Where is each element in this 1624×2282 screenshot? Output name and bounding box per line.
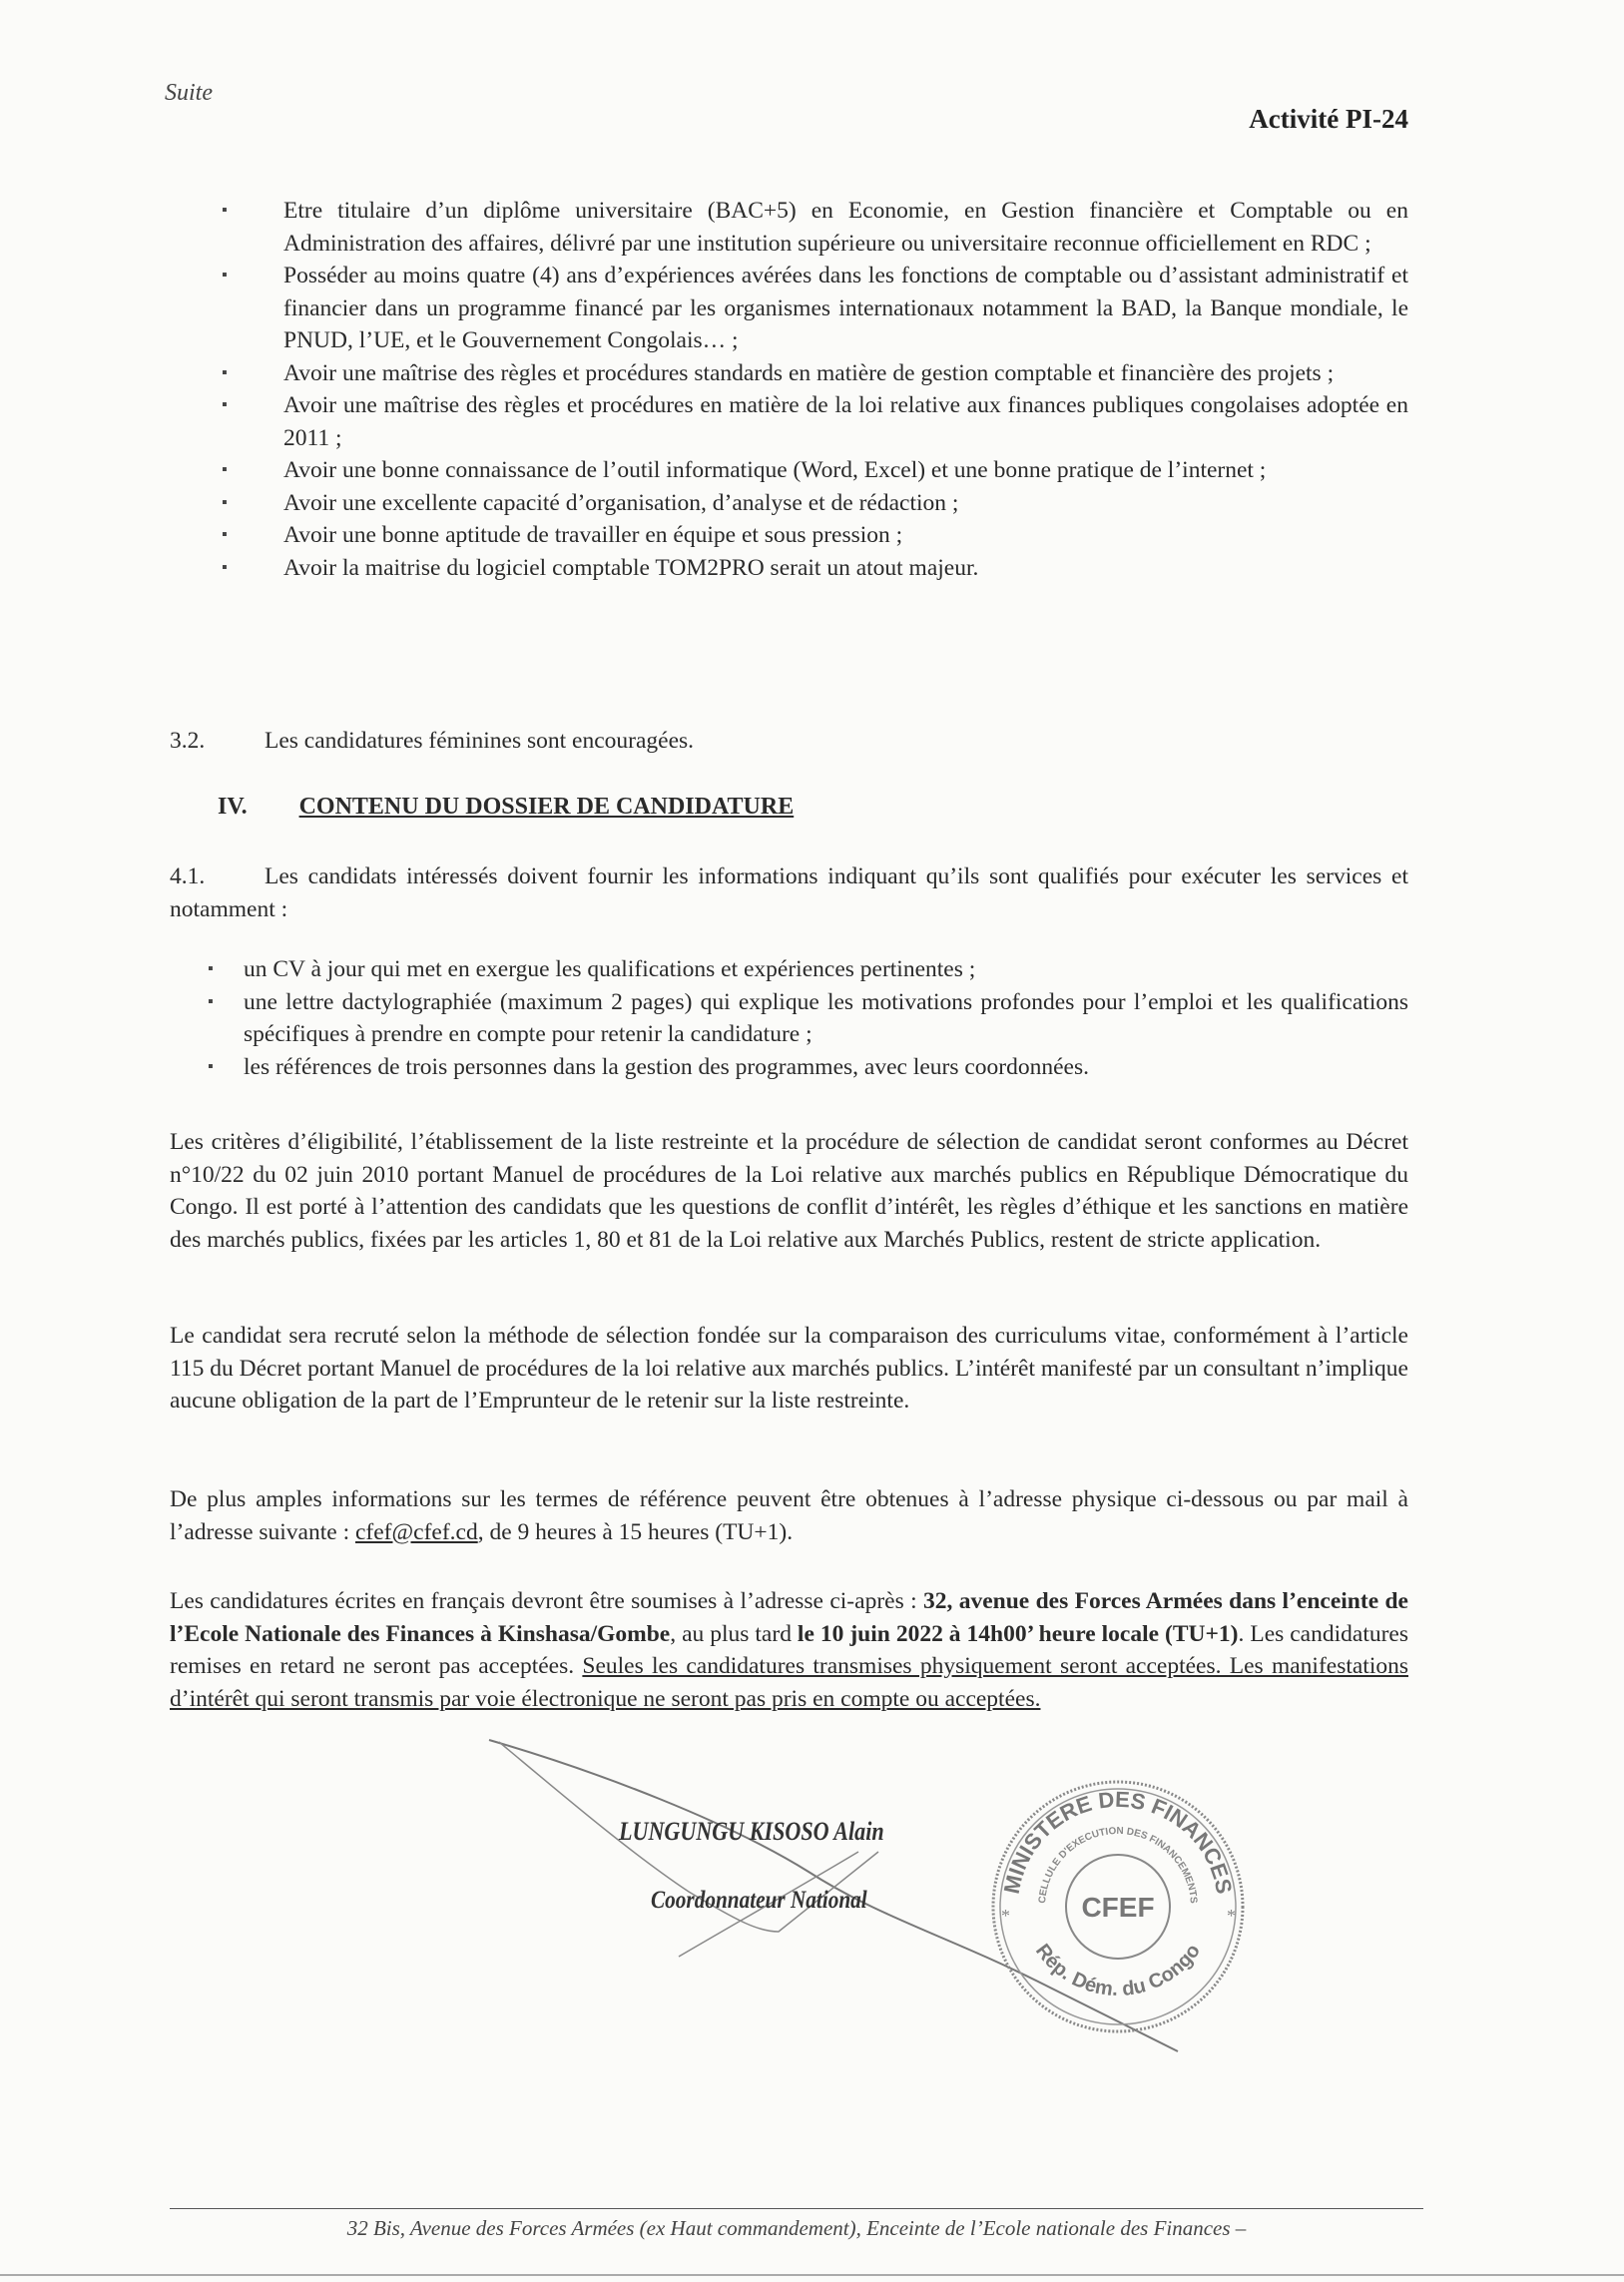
list-item: ▪ Avoir la maitrise du logiciel comptable TOM2PRO serait un atout majeur.	[283, 552, 1408, 585]
signatory-role: Coordonnateur National	[651, 1887, 867, 1914]
list-item: ▪ un CV à jour qui met en exergue les qualifications et expériences pertinentes ;	[244, 953, 1408, 986]
list-item: ▪ Posséder au moins quatre (4) ans d’expériences avérées dans les fonctions de comptable ou d’assistant administratif et financier dans un programme financé par les organismes internationaux notamment la BAD, la Banque mondiale, le PNUD, l’UE, et le Gouvernement Congolais… ;	[283, 260, 1408, 357]
svg-text:*: *	[1001, 1906, 1010, 1926]
selection-method-paragraph: Le candidat sera recruté selon la méthode de sélection fondée sur la comparaison des curriculums vitae, conformément à l’article 115 du Décret portant Manuel de procédures de la loi relative aux marchés publics. L’intérêt manifesté par un consultant n’implique aucune obligation de la part de l’Emprunteur de le retenir sur la liste restreinte.	[170, 1323, 1408, 1414]
list-item: ▪ les références de trois personnes dans la gestion des programmes, avec leurs coordonnées.	[244, 1051, 1408, 1084]
info-text: De plus amples informations sur les termes de référence peuvent être obtenues à l’adresse physique ci-dessous ou par mail à l’adresse suivante :	[170, 1486, 1408, 1545]
requirements-list	[283, 195, 1408, 584]
scan-edge	[0, 2274, 1624, 2276]
section-number: 3.2.	[170, 728, 206, 754]
information-paragraph	[170, 1483, 1408, 1548]
documents-list	[244, 953, 1408, 1083]
activity-reference: Activité PI-24	[1249, 104, 1408, 134]
section-text: Les candidatures féminines sont encouragées.	[265, 728, 695, 754]
submission-deadline: le 10 juin 2022 à 14h00’ heure locale (TU+1)	[797, 1620, 1239, 1647]
official-stamp	[983, 1772, 1253, 2041]
list-item: ▪ Etre titulaire d’un diplôme universitaire (BAC+5) en Economie, en Gestion financière et Comptable ou en Administration des affaires, délivré par une institution supérieure ou universitaire reconnue officiellement en RDC ;	[283, 195, 1408, 260]
svg-text:MINISTERE DES FINANCES: MINISTERE DES FINANCES	[998, 1786, 1238, 1897]
svg-text:*: *	[1227, 1906, 1236, 1926]
list-item: ▪ Avoir une maîtrise des règles et procédures en matière de la loi relative aux finances publiques congolaises adoptée en 2011 ;	[283, 389, 1408, 454]
svg-text:CFEF: CFEF	[1081, 1892, 1155, 1923]
list-item: ▪ Avoir une excellente capacité d’organisation, d’analyse et de rédaction ;	[283, 487, 1408, 520]
submission-text: Les candidatures écrites en français devront être soumises à l’adresse ci-après :	[170, 1588, 923, 1614]
section-3-2	[170, 725, 1408, 758]
list-item: ▪ une lettre dactylographiée (maximum 2 pages) qui explique les motivations profondes pour l’emploi et les qualifications spécifiques à prendre en compte pour retenir la candidature ;	[244, 986, 1408, 1051]
submission-paragraph	[170, 1585, 1408, 1715]
section-4-1	[170, 860, 1408, 925]
info-text-end: , de 9 heures à 15 heures (TU+1).	[477, 1518, 794, 1545]
email-link[interactable]: cfef@cfef.cd	[354, 1518, 478, 1545]
list-item: ▪ Avoir une bonne connaissance de l’outil informatique (Word, Excel) et une bonne pratique de l’internet ;	[283, 454, 1408, 487]
list-item: ▪ Avoir une bonne aptitude de travailler en équipe et sous pression ;	[283, 519, 1408, 552]
section-title: CONTENU DU DOSSIER DE CANDIDATURE	[298, 794, 795, 820]
section-heading	[218, 794, 794, 821]
submission-address: 32, avenue des Forces Armées dans l’enceinte de l’Ecole Nationale des Finances à Kinshasa/Gombe	[170, 1588, 1408, 1647]
list-item: ▪ Avoir une maîtrise des règles et procédures standards en matière de gestion comptable et financière des projets ;	[283, 357, 1408, 390]
eligibility-paragraph: Les critères d’éligibilité, l’établissement de la liste restreinte et la procédure de sélection de candidat seront conformes au Décret n°10/22 du 02 juin 2010 portant Manuel de procédures de la Loi relative aux marchés publics en République Démocratique du Congo. Il est porté à l’attention des candidats que les questions de conflit d’intérêt, les règles d’éthique et les sanctions en matière des marchés publics, fixées par les articles 1, 80 et 81 de la Loi relative aux Marchés Publics, restent de stricte application.	[170, 1129, 1408, 1253]
section-text: Les candidats intéressés doivent fournir les informations indiquant qu’ils sont qualifiés pour exécuter les services et notamment :	[170, 863, 1408, 922]
footer-divider	[170, 2208, 1423, 2209]
signatory-name: LUNGUNGU KISOSO Alain	[619, 1817, 884, 1846]
footer-address: 32 Bis, Avenue des Forces Armées (ex Haut commandement), Enceinte de l’Ecole nationale des Finances –	[346, 2216, 1247, 2240]
section-number: 4.1.	[170, 863, 206, 889]
submission-note: Seules les candidatures transmises physiquement seront acceptées. Les manifestations d’intérêt qui seront transmis par voie électronique ne seront pas pris en compte ou acceptées.	[170, 1653, 1409, 1712]
submission-text: . Les candidatures remises en retard ne seront pas acceptées.	[170, 1620, 1409, 1679]
section-number: IV.	[218, 794, 248, 820]
svg-text:Rép. Dém. du Congo: Rép. Dém. du Congo	[1031, 1940, 1205, 2001]
page-continuation-label: Suite	[165, 80, 213, 106]
svg-text:CELLULE D'EXECUTION DES FINANC: CELLULE D'EXECUTION DES FINANCEMENTS	[1037, 1825, 1199, 1905]
submission-text: , au plus tard	[670, 1620, 798, 1647]
